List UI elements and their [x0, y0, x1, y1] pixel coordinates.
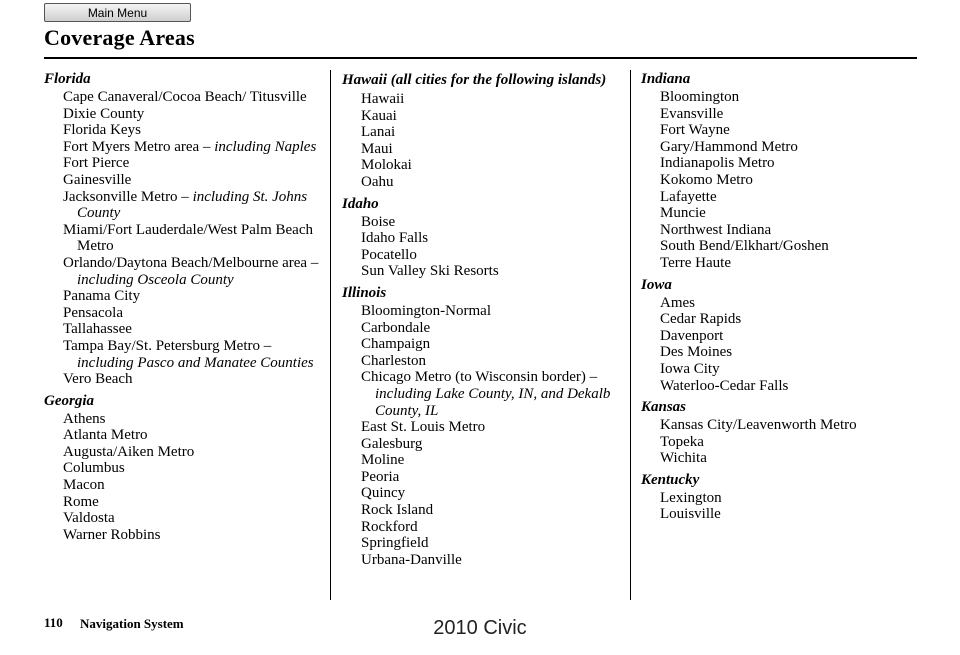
city-entry	[46, 122, 319, 139]
city-entry	[344, 303, 627, 320]
city-name: Augusta/Aiken Metro	[63, 443, 195, 460]
city-entry	[46, 338, 319, 371]
city-name: Warner Robbins	[63, 526, 161, 543]
city-name: Rockford	[361, 518, 418, 535]
city-name: Lexington	[660, 489, 722, 506]
page-title: Coverage Areas	[44, 25, 195, 50]
city-name: Kauai	[361, 107, 397, 124]
city-entry	[643, 311, 941, 328]
city-entry	[344, 157, 627, 174]
city-name: Ames	[660, 294, 695, 311]
city-entry	[344, 519, 627, 536]
city-name: Macon	[63, 477, 105, 494]
state-heading: Indiana	[641, 71, 691, 87]
city-name: Tallahassee	[63, 321, 132, 338]
city-entry	[344, 214, 627, 231]
city-name: Panama City	[63, 288, 141, 305]
city-name: Wichita	[660, 450, 707, 467]
city-entry	[643, 295, 941, 312]
state-heading: Illinois	[342, 284, 387, 301]
city-name: Iowa City	[660, 360, 720, 377]
state-heading: Iowa	[641, 276, 672, 293]
city-name: Bloomington	[660, 89, 740, 105]
city-entry	[643, 205, 941, 222]
city-name: Springfield	[361, 535, 429, 552]
city-entry	[46, 189, 319, 222]
column-divider-1	[330, 70, 331, 600]
city-entry	[344, 552, 627, 569]
column-1	[44, 70, 319, 543]
city-name: Urbana-Danville	[361, 551, 462, 568]
city-name: Topeka	[660, 433, 704, 450]
city-name: Indianapolis Metro	[660, 155, 775, 172]
city-entry	[344, 502, 627, 519]
city-entry	[643, 189, 941, 206]
city-name: South Bend/Elkhart/Goshen	[660, 238, 829, 255]
city-entry	[344, 436, 627, 453]
city-entry	[643, 417, 941, 434]
city-name: Oahu	[361, 173, 394, 190]
city-name: Lafayette	[660, 188, 717, 205]
city-entry	[344, 353, 627, 370]
city-name: Champaign	[361, 336, 431, 353]
city-name: Cedar Rapids	[660, 311, 742, 328]
city-name: Fort Pierce	[63, 155, 130, 172]
city-entry	[643, 122, 941, 139]
city-name: Gainesville	[63, 171, 132, 188]
city-entry	[46, 444, 319, 461]
city-entry	[344, 174, 627, 191]
city-entry	[643, 490, 941, 507]
city-name: Bloomington-Normal	[361, 302, 491, 319]
city-entry	[344, 124, 627, 141]
city-note: including St. Johns County	[77, 188, 308, 222]
city-entry	[643, 450, 941, 467]
city-name: Waterloo-Cedar Falls	[660, 377, 789, 394]
city-name: Kansas City/Leavenworth Metro	[660, 417, 857, 434]
city-entry	[643, 106, 941, 123]
city-entry	[643, 139, 941, 156]
city-name: Carbondale	[361, 319, 431, 336]
city-entry	[344, 485, 627, 502]
city-name: Peoria	[361, 468, 400, 485]
city-entry	[46, 106, 319, 123]
city-name: Terre Haute	[660, 254, 731, 271]
city-name: Atlanta Metro	[63, 427, 148, 444]
city-entry	[344, 452, 627, 469]
column-2	[342, 70, 627, 568]
city-name: Muncie	[660, 205, 706, 222]
city-entry	[643, 238, 941, 255]
city-name: Kokomo Metro	[660, 171, 753, 188]
city-entry	[46, 172, 319, 189]
city-name: Rome	[63, 493, 99, 510]
city-entry	[344, 263, 627, 280]
state-heading: Florida	[44, 71, 91, 87]
city-entry	[46, 89, 319, 106]
city-name: Lanai	[361, 124, 396, 141]
city-name: Cape Canaveral/Cocoa Beach/ Titusville	[63, 89, 307, 105]
city-name: Charleston	[361, 352, 426, 369]
city-entry	[46, 477, 319, 494]
city-entry	[344, 91, 627, 108]
section-name: Navigation System	[80, 616, 184, 631]
city-name: East St. Louis Metro	[361, 419, 486, 436]
city-name: Chicago Metro (to Wisconsin border)	[361, 369, 590, 386]
state-heading: Kansas	[641, 399, 687, 416]
page-number: 110	[44, 615, 63, 630]
city-entry	[46, 255, 319, 288]
city-name: Sun Valley Ski Resorts	[361, 263, 499, 280]
state-heading: Idaho	[342, 195, 379, 212]
city-name: Fort Myers Metro area –	[63, 138, 215, 155]
city-entry	[344, 141, 627, 158]
city-entry	[344, 320, 627, 337]
city-name: Florida Keys	[63, 122, 141, 139]
city-entry	[344, 230, 627, 247]
city-entry	[344, 535, 627, 552]
main-menu-button[interactable]: Main Menu	[44, 3, 191, 22]
city-entry	[643, 172, 941, 189]
city-name: Vero Beach	[63, 371, 133, 388]
city-entry	[643, 89, 941, 106]
city-name: Northwest Indiana	[660, 221, 772, 238]
city-name: Gary/Hammond Metro	[660, 138, 798, 155]
city-entry	[46, 411, 319, 428]
city-entry	[46, 427, 319, 444]
city-entry	[643, 506, 941, 523]
city-name: Moline	[361, 452, 405, 469]
city-entry	[643, 344, 941, 361]
city-name: Louisville	[660, 506, 721, 523]
city-name: Hawaii	[361, 91, 405, 107]
city-note: including Naples	[214, 138, 317, 155]
city-name: Fort Wayne	[660, 122, 730, 139]
city-name: Dixie County	[63, 105, 145, 122]
city-name: Des Moines	[660, 344, 733, 361]
city-entry	[344, 469, 627, 486]
city-entry	[46, 494, 319, 511]
city-note: including Osceola County	[77, 271, 234, 288]
state-heading: Georgia	[44, 392, 94, 409]
city-entry	[46, 288, 319, 305]
city-entry	[344, 247, 627, 264]
city-entry	[643, 328, 941, 345]
city-entry	[46, 510, 319, 527]
city-name: Idaho Falls	[361, 230, 429, 247]
city-name: Quincy	[361, 485, 406, 502]
city-note: including Pasco and Manatee Counties	[77, 354, 314, 371]
city-entry	[344, 419, 627, 436]
city-entry	[46, 371, 319, 388]
city-entry	[46, 527, 319, 544]
city-name: Tampa Bay/St. Petersburg Metro –	[63, 337, 272, 354]
city-name: Galesburg	[361, 435, 423, 452]
city-name: Miami/Fort Lauderdale/West Palm Beach Metro	[63, 221, 313, 255]
city-entry	[643, 255, 941, 272]
city-name: Rock Island	[361, 502, 434, 519]
city-entry	[643, 361, 941, 378]
city-entry	[46, 139, 319, 156]
city-name: Pocatello	[361, 246, 417, 263]
column-3	[641, 70, 941, 523]
state-heading: Hawaii (all cities for the following islands)	[342, 72, 607, 88]
city-note: – including Lake County, IN, and Dekalb County, IL	[375, 369, 611, 419]
city-name: Pensacola	[63, 304, 123, 321]
column-divider-2	[630, 70, 631, 600]
city-entry	[46, 321, 319, 338]
city-name: Evansville	[660, 105, 724, 122]
city-entry	[344, 369, 627, 419]
city-entry	[46, 155, 319, 172]
city-name: Jacksonville Metro –	[63, 188, 193, 205]
city-name: Maui	[361, 140, 393, 157]
city-name: Orlando/Daytona Beach/Melbourne area –	[63, 254, 319, 271]
city-entry	[46, 222, 319, 255]
city-name: Molokai	[361, 157, 412, 174]
city-entry	[643, 378, 941, 395]
city-entry	[46, 460, 319, 477]
title-divider	[44, 57, 917, 59]
city-name: Columbus	[63, 460, 125, 477]
city-entry	[46, 305, 319, 322]
state-heading: Kentucky	[641, 471, 700, 488]
city-name: Athens	[63, 410, 106, 427]
city-entry	[643, 222, 941, 239]
city-entry	[344, 336, 627, 353]
city-entry	[643, 434, 941, 451]
city-name: Davenport	[660, 327, 724, 344]
city-name: Valdosta	[63, 510, 115, 527]
city-entry	[643, 155, 941, 172]
watermark: 2010 Civic	[433, 617, 527, 639]
city-name: Boise	[361, 213, 396, 230]
city-entry	[344, 108, 627, 125]
